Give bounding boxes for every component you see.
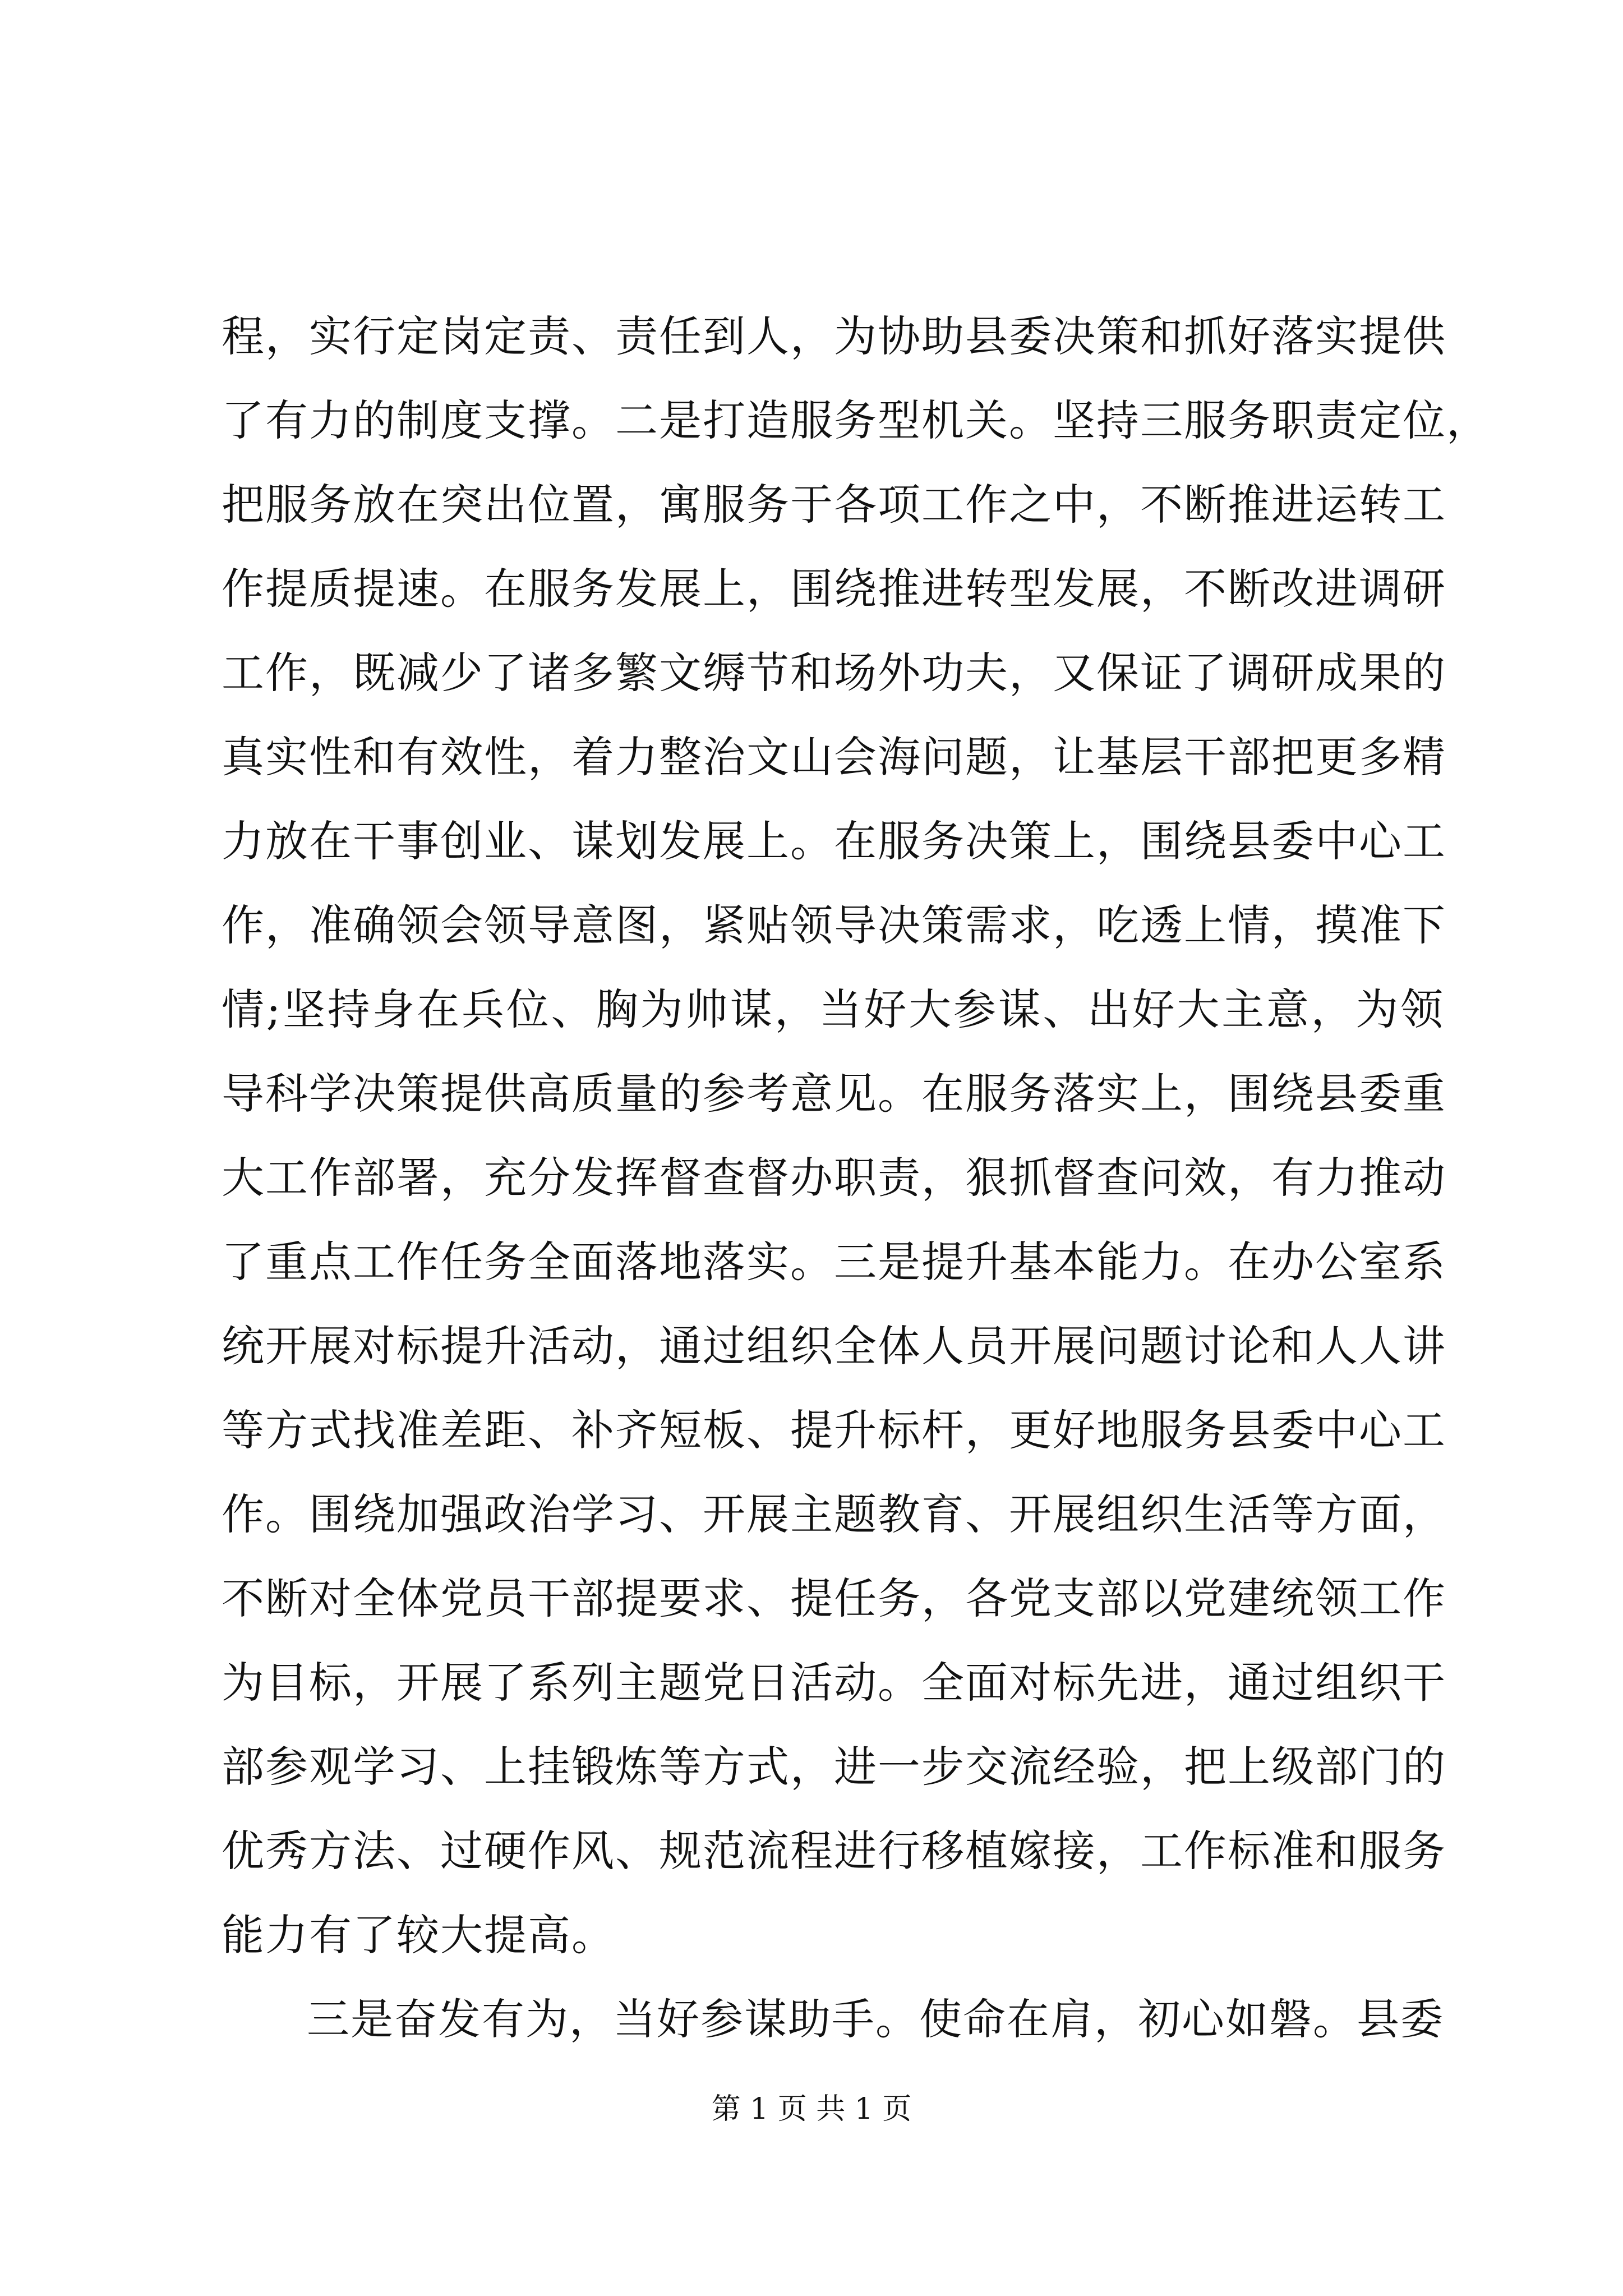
paragraph-1-line-9: 情;坚持身在兵位、胸为帅谋，当好大参谋、出好大主意，为领 [222,984,1444,1034]
paragraph-2-line-1: 三是奋发有为，当好参谋助手。使命在肩，初心如磐。县委 [307,1994,1444,2044]
paragraph-1-line-2: 了有力的制度支撑。二是打造服务型机关。坚持三服务职责定位， [222,395,1490,445]
document-body [222,295,1490,2062]
paragraph-1-line-11: 大工作部署，充分发挥督查督办职责，狠抓督查问效，有力推动 [222,1153,1446,1203]
paragraph-1-line-19: 优秀方法、过硬作风、规范流程进行移植嫁接，工作标准和服务 [222,1826,1446,1876]
paragraph-1-line-12: 了重点工作任务全面落地落实。三是提升基本能力。在办公室系 [222,1237,1446,1287]
paragraph-1-line-3: 把服务放在突出位置，寓服务于各项工作之中，不断推进运转工 [222,480,1446,530]
paragraph-1-line-7: 力放在干事创业、谋划发展上。在服务决策上，围绕县委中心工 [222,816,1446,866]
paragraph-1-line-13: 统开展对标提升活动，通过组织全体人员开展问题讨论和人人讲 [222,1321,1446,1371]
paragraph-1-line-17: 为目标，开展了系列主题党日活动。全面对标先进，通过组织干 [222,1658,1446,1708]
paragraph-1-line-4: 作提质提速。在服务发展上，围绕推进转型发展，不断改进调研 [222,564,1446,614]
paragraph-1-line-16: 不断对全体党员干部提要求、提任务，各党支部以党建统领工作 [222,1573,1446,1623]
paragraph-1-line-8: 作，准确领会领导意图，紧贴领导决策需求，吃透上情，摸准下 [222,900,1446,950]
paragraph-1-line-5: 工作，既减少了诸多繁文缛节和场外功夫，又保证了调研成果的 [222,648,1446,698]
paragraph-1-line-1: 程，实行定岗定责、责任到人，为协助县委决策和抓好落实提供 [222,311,1446,361]
paragraph-1-line-6: 真实性和有效性，着力整治文山会海问题，让基层干部把更多精 [222,732,1446,782]
page-number-footer: 第 1 页 共 1 页 [711,2092,912,2126]
paragraph-1-line-18: 部参观学习、上挂锻炼等方式，进一步交流经验，把上级部门的 [222,1742,1446,1792]
paragraph-1-line-15: 作。围绕加强政治学习、开展主题教育、开展组织生活等方面， [222,1489,1446,1539]
paragraph-1-line-20: 能力有了较大提高。 [222,1910,615,1960]
paragraph-1-line-14: 等方式找准差距、补齐短板、提升标杆，更好地服务县委中心工 [222,1405,1446,1455]
paragraph-1-line-10: 导科学决策提供高质量的参考意见。在服务落实上，围绕县委重 [222,1069,1446,1119]
